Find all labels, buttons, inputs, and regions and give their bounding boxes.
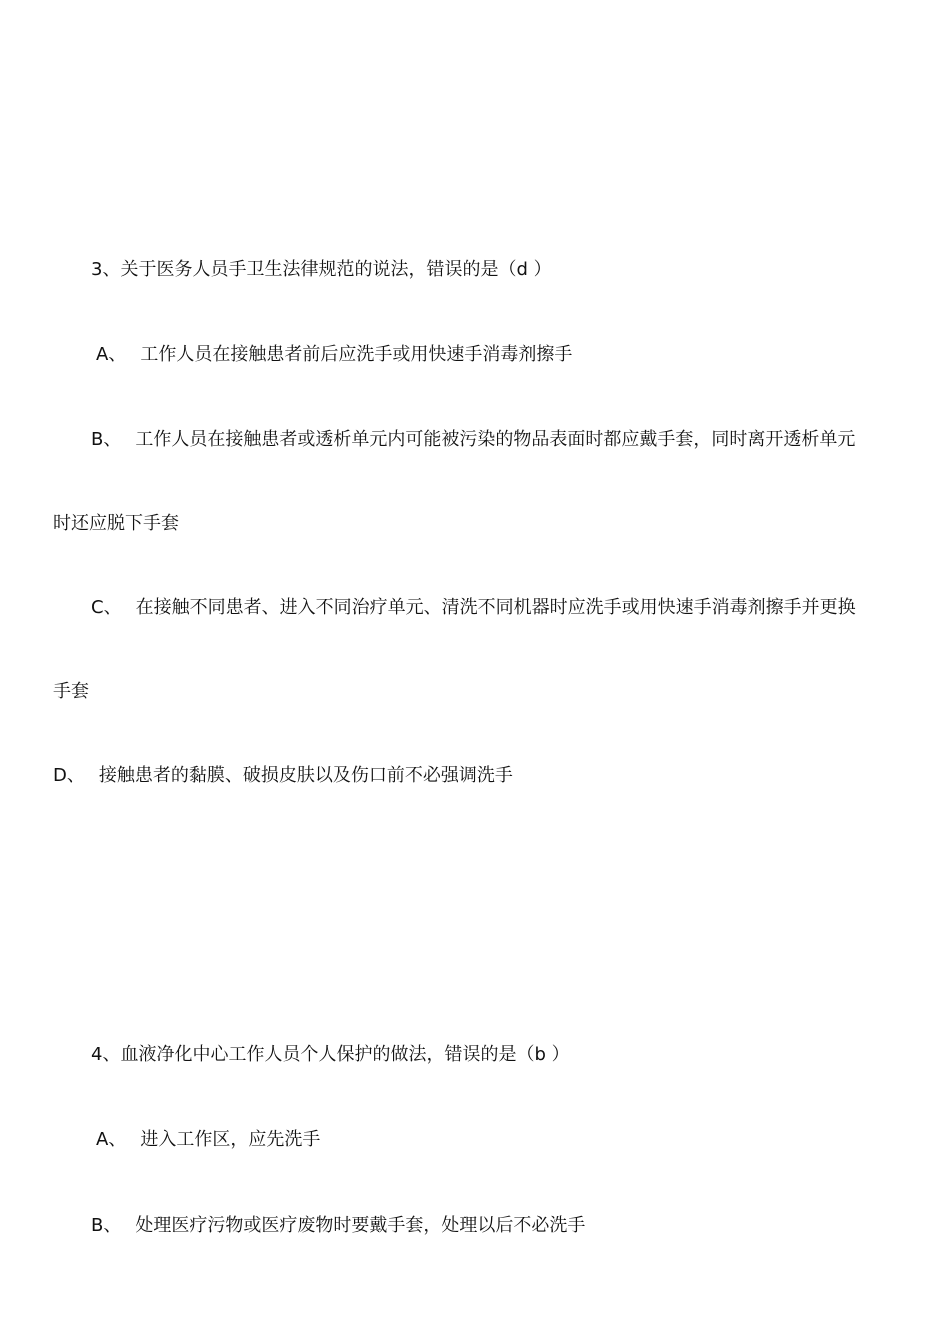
question-3-stem: 3、关于医务人员手卫生法律规范的说法，错误的是（d ） — [91, 259, 552, 280]
option-text: 工作人员在接触患者前后应洗手或用快速手消毒剂擦手 — [140, 344, 573, 365]
question-3-option-a — [96, 343, 572, 367]
option-marker: B、 — [91, 429, 122, 450]
option-marker: D、 — [53, 765, 85, 786]
question-3-option-d — [53, 764, 513, 788]
option-text: 在接触不同患者、进入不同治疗单元、清洗不同机器时应洗手或用快速手消毒剂擦手并更换 — [135, 597, 856, 618]
question-4-option-a — [96, 1128, 320, 1152]
option-text: 工作人员在接触患者或透析单元内可能被污染的物品表面时都应戴手套，同时离开透析单元 — [135, 429, 856, 450]
question-3-option-b — [91, 428, 855, 452]
question-3-option-b-continuation: 时还应脱下手套 — [53, 513, 179, 534]
question-4-stem: 4、血液净化中心工作人员个人保护的做法，错误的是（b ） — [91, 1044, 570, 1065]
option-marker: B、 — [91, 1215, 122, 1236]
question-3-option-c — [91, 596, 856, 620]
option-marker: A、 — [96, 344, 127, 365]
option-text: 进入工作区，应先洗手 — [140, 1129, 321, 1150]
option-text: 接触患者的黏膜、破损皮肤以及伤口前不必强调洗手 — [98, 765, 513, 786]
option-marker: C、 — [91, 597, 122, 618]
question-4-option-b — [91, 1214, 585, 1238]
question-3-option-c-continuation: 手套 — [53, 681, 89, 702]
option-text: 处理医疗污物或医疗废物时要戴手套，处理以后不必洗手 — [135, 1215, 586, 1236]
option-marker: A、 — [96, 1129, 127, 1150]
